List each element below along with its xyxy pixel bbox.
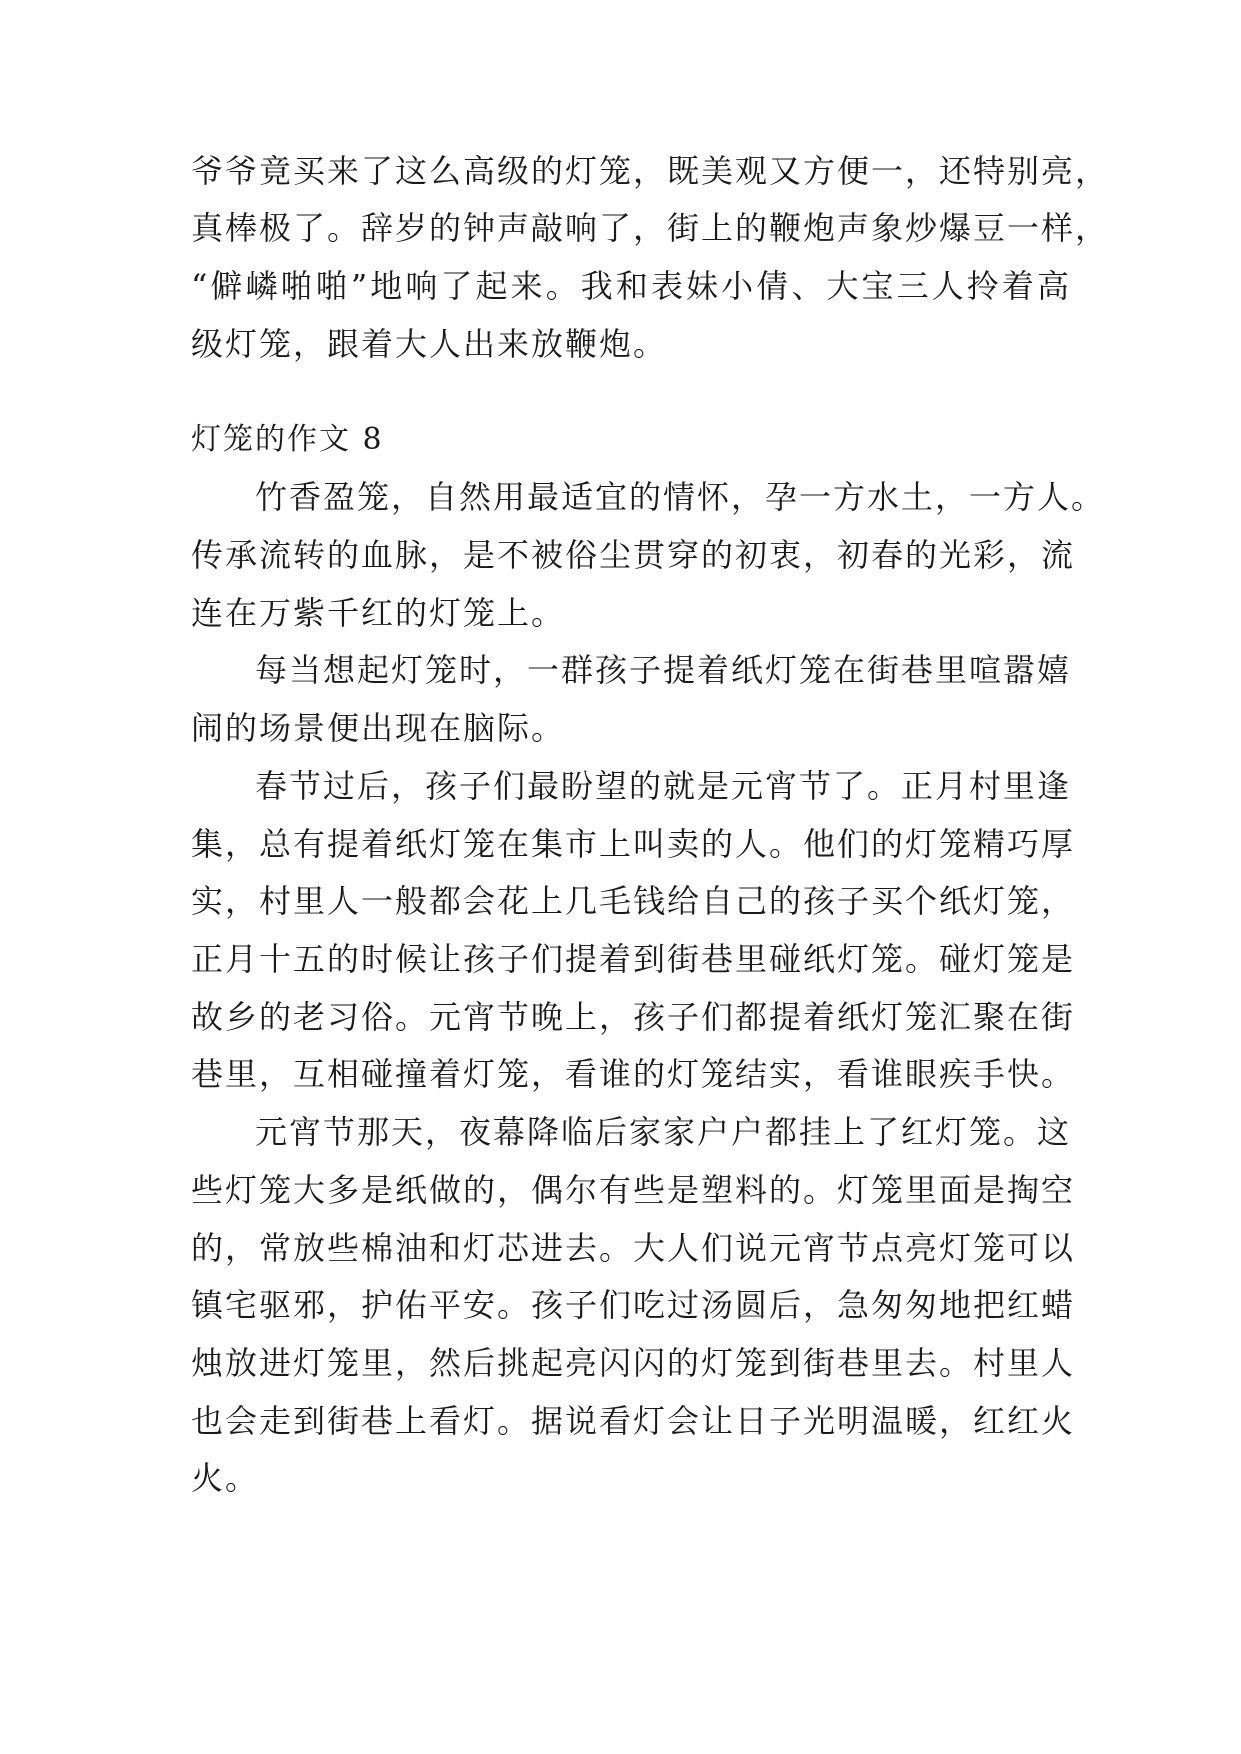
text-line: 正月十五的时候让孩子们提着到街巷里碰纸灯笼。碰灯笼是 <box>191 940 1076 978</box>
text-line: 真棒极了。辞岁的钟声敲响了，街上的鞭炮声象炒爆豆一样， <box>191 209 1110 247</box>
text-line: 的，常放些棉油和灯芯进去。大人们说元宵节点亮灯笼可以 <box>191 1229 1076 1267</box>
text-line: 闹的场景便出现在脑际。 <box>191 709 566 747</box>
text-line: 连在万紫千红的灯笼上。 <box>191 594 566 632</box>
text-line: “僻嶙啪啪”地响了起来。我和表妹小倩、大宝三人拎着高 <box>191 267 1071 305</box>
text-line: 爷爷竟买来了这么高级的灯笼，既美观又方便一，还特别亮， <box>191 152 1110 190</box>
text-line: 级灯笼，跟着大人出来放鞭炮。 <box>191 325 668 363</box>
text-line: 实，村里人一般都会花上几毛钱给自己的孩子买个纸灯笼， <box>191 882 1076 920</box>
text-line: 元宵节那天，夜幕降临后家家户户都挂上了红灯笼。这 <box>255 1113 1072 1151</box>
text-line: 故乡的老习俗。元宵节晚上，孩子们都提着纸灯笼汇聚在街 <box>191 998 1076 1036</box>
text-line: 巷里，互相碰撞着灯笼，看谁的灯笼结实，看谁眼疾手快。 <box>191 1055 1076 1093</box>
text-line: 些灯笼大多是纸做的，偶尔有些是塑料的。灯笼里面是掏空 <box>191 1171 1076 1209</box>
text-line: 春节过后，孩子们最盼望的就是元宵节了。正月村里逢 <box>255 767 1072 805</box>
text-line: 每当想起灯笼时，一群孩子提着纸灯笼在街巷里喧嚣嬉 <box>255 651 1072 689</box>
text-line: 集，总有提着纸灯笼在集市上叫卖的人。他们的灯笼精巧厚 <box>191 825 1076 863</box>
text-line: 也会走到街巷上看灯。据说看灯会让日子光明温暖，红红火 <box>191 1402 1076 1440</box>
text-line: 烛放进灯笼里，然后挑起亮闪闪的灯笼到街巷里去。村里人 <box>191 1344 1076 1382</box>
text-line: 传承流转的血脉，是不被俗尘贯穿的初衷，初春的光彩，流 <box>191 536 1076 574</box>
text-line: 镇宅驱邪，护佑平安。孩子们吃过汤圆后，急匆匆地把红蜡 <box>191 1286 1076 1324</box>
text-line: 竹香盈笼，自然用最适宜的情怀，孕一方水土，一方人。 <box>255 478 1106 516</box>
text-line: 火。 <box>191 1459 260 1497</box>
section-title: 灯笼的作文 8 <box>191 422 384 457</box>
